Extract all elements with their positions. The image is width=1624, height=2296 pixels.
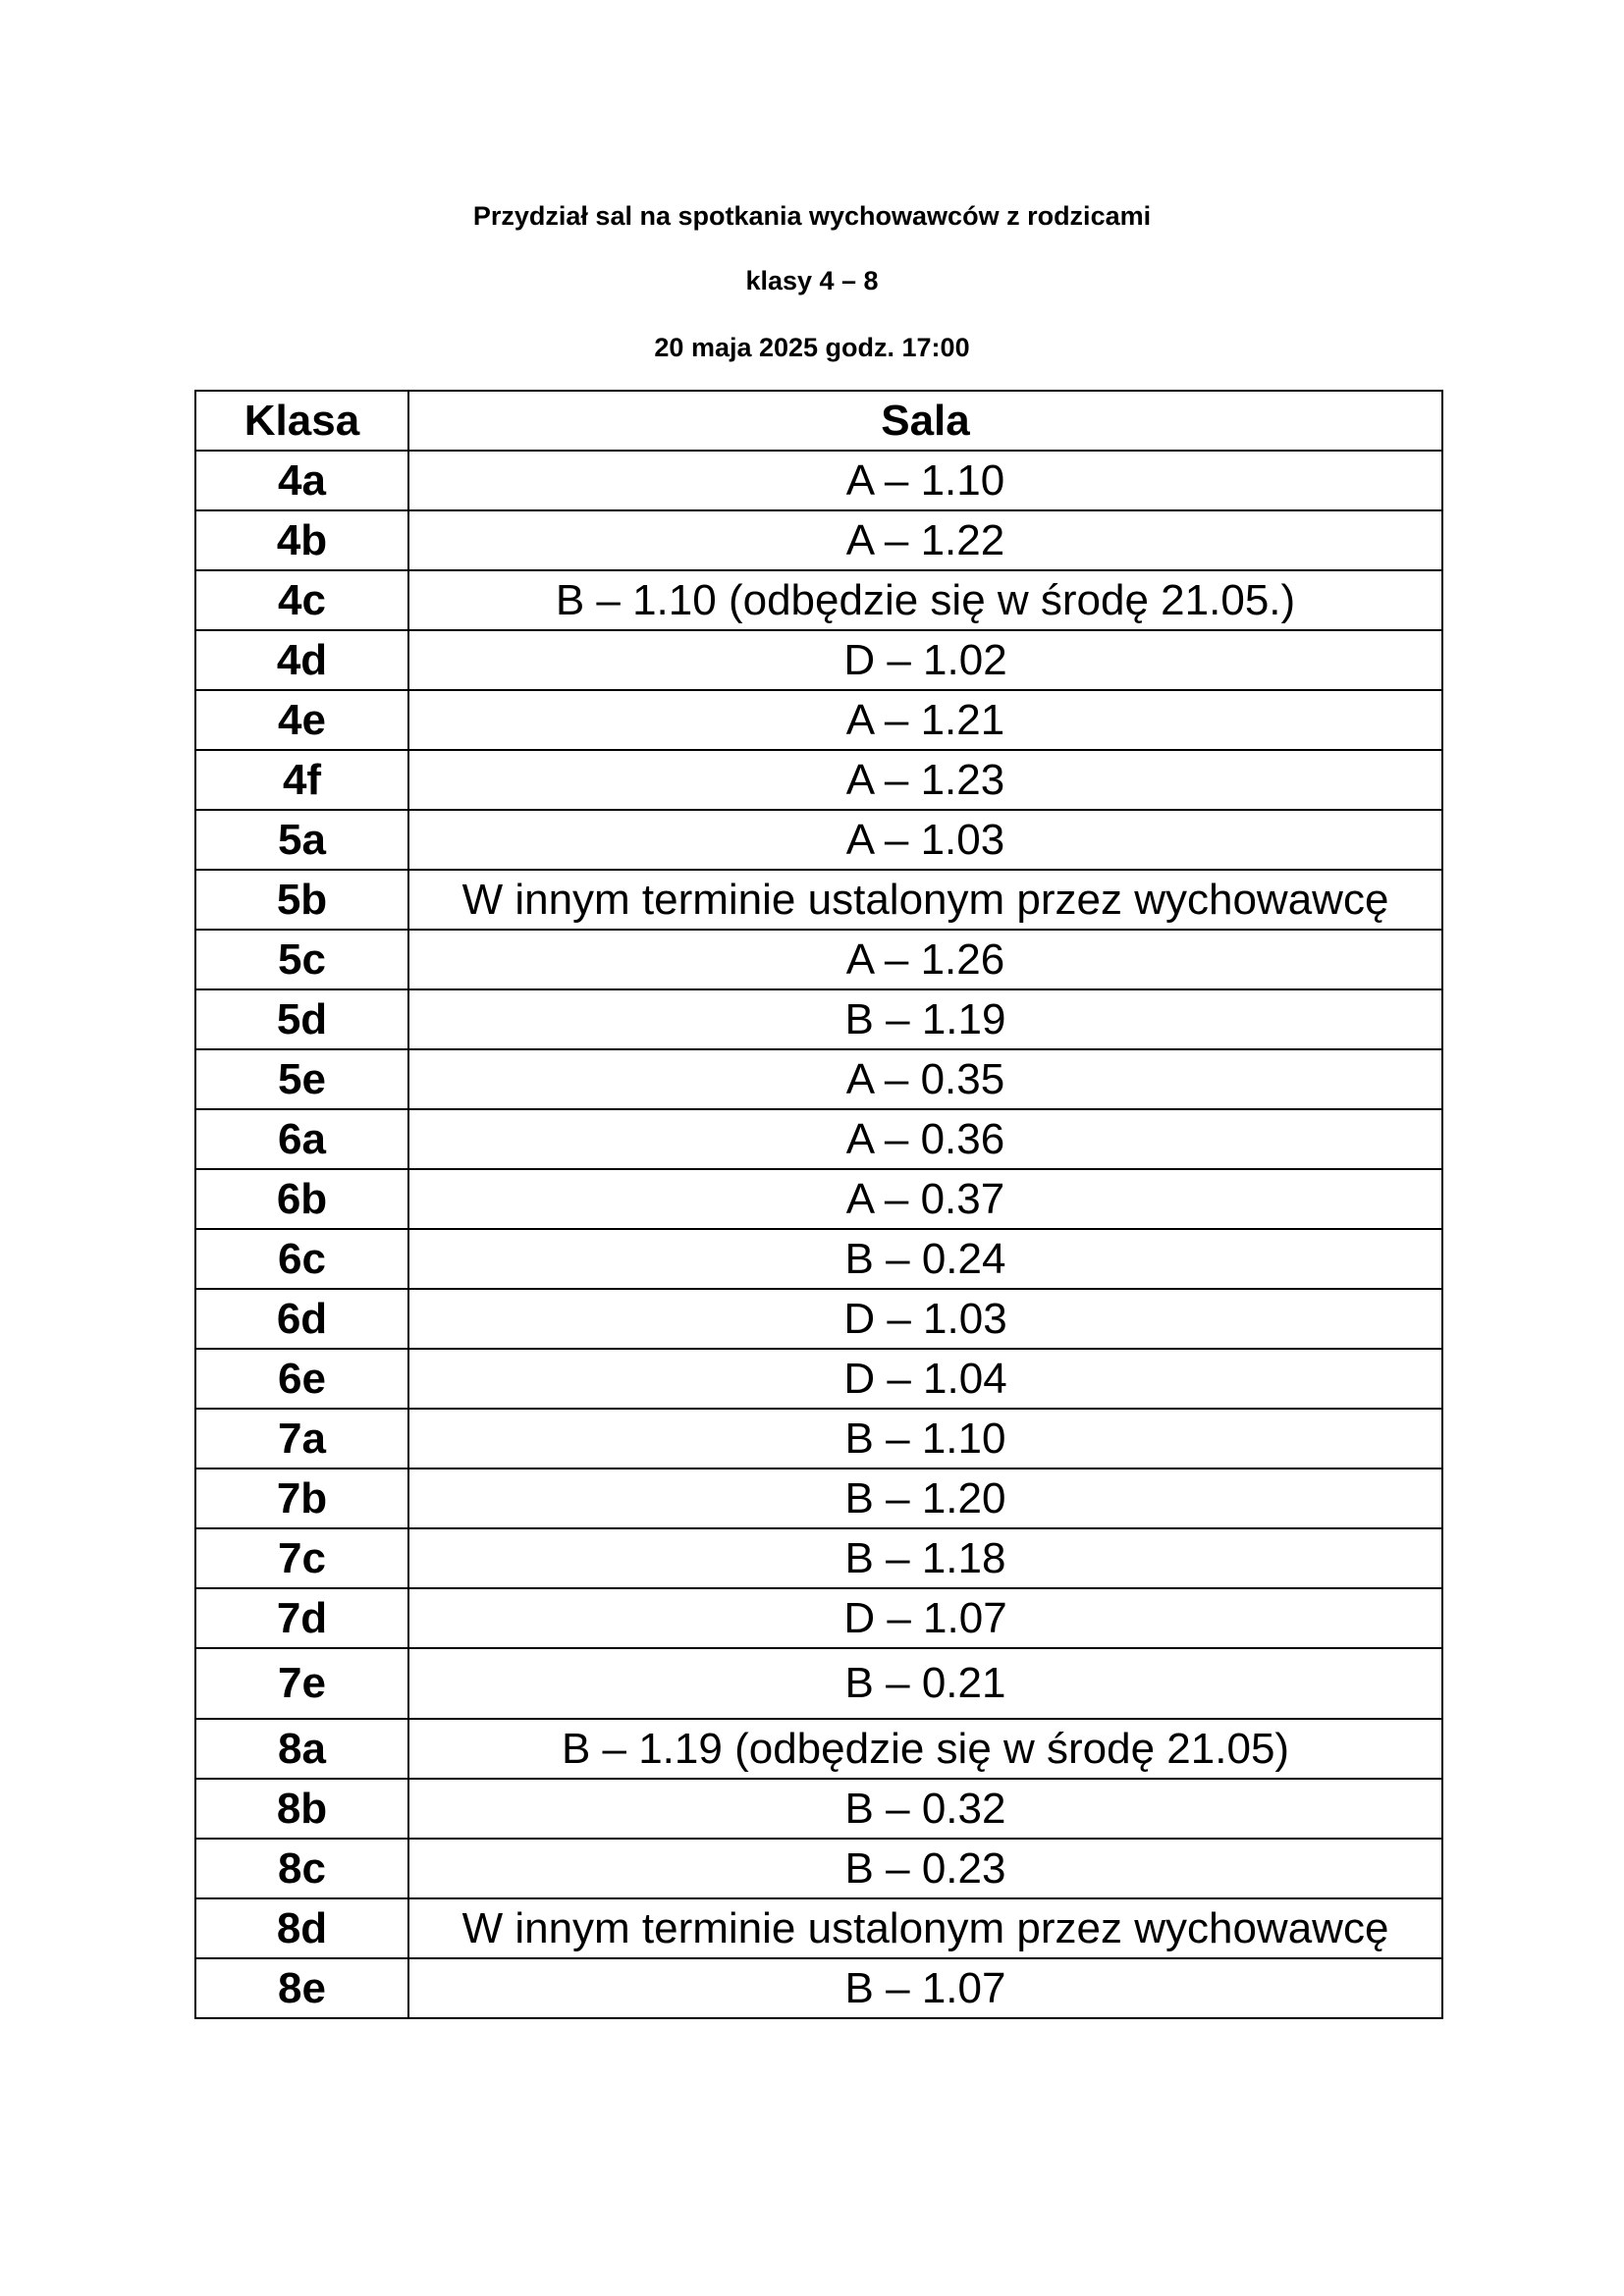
- room-cell: A – 0.36: [408, 1109, 1442, 1169]
- room-cell: B – 1.19 (odbędzie się w środę 21.05): [408, 1719, 1442, 1779]
- room-cell: W innym terminie ustalonym przez wychowawcę: [408, 1898, 1442, 1958]
- class-cell: 8a: [195, 1719, 408, 1779]
- table-row: [195, 1049, 1442, 1109]
- table-row: [195, 1289, 1442, 1349]
- meeting-date: 20 maja 2025 godz. 17:00: [654, 333, 970, 362]
- class-cell: 5d: [195, 989, 408, 1049]
- class-cell: 6d: [195, 1289, 408, 1349]
- room-cell: B – 0.32: [408, 1779, 1442, 1839]
- class-cell: 4c: [195, 570, 408, 630]
- table-row: [195, 1169, 1442, 1229]
- document-title: Przydział sal na spotkania wychowawców z rodzicami: [472, 201, 1152, 231]
- column-header-klasa: Klasa: [195, 391, 408, 451]
- room-cell: D – 1.03: [408, 1289, 1442, 1349]
- table-row: [195, 1779, 1442, 1839]
- class-cell: 6c: [195, 1229, 408, 1289]
- room-cell: A – 1.03: [408, 810, 1442, 870]
- room-cell: B – 1.19: [408, 989, 1442, 1049]
- room-cell: A – 1.23: [408, 750, 1442, 810]
- room-cell: A – 0.37: [408, 1169, 1442, 1229]
- class-cell: 8b: [195, 1779, 408, 1839]
- table-row: [195, 570, 1442, 630]
- room-cell: B – 1.18: [408, 1528, 1442, 1588]
- table-row: [195, 1468, 1442, 1528]
- table-row: [195, 690, 1442, 750]
- class-cell: 6a: [195, 1109, 408, 1169]
- table-row: [195, 1588, 1442, 1648]
- table-row: [195, 1898, 1442, 1958]
- class-cell: 7c: [195, 1528, 408, 1588]
- table-row: [195, 510, 1442, 570]
- table-row: [195, 1109, 1442, 1169]
- class-cell: 7d: [195, 1588, 408, 1648]
- room-cell: B – 0.21: [408, 1648, 1442, 1719]
- room-cell: D – 1.02: [408, 630, 1442, 690]
- table-row: [195, 870, 1442, 930]
- room-cell: A – 1.22: [408, 510, 1442, 570]
- room-cell: A – 1.10: [408, 451, 1442, 510]
- table-row: [195, 989, 1442, 1049]
- room-cell: D – 1.04: [408, 1349, 1442, 1409]
- room-cell: B – 1.07: [408, 1958, 1442, 2018]
- table-row: [195, 630, 1442, 690]
- room-cell: B – 0.24: [408, 1229, 1442, 1289]
- room-cell: B – 1.10 (odbędzie się w środę 21.05.): [408, 570, 1442, 630]
- table-row: [195, 1528, 1442, 1588]
- column-header-sala: Sala: [408, 391, 1442, 451]
- class-cell: 8e: [195, 1958, 408, 2018]
- class-cell: 4a: [195, 451, 408, 510]
- classes-range: klasy 4 – 8: [745, 266, 879, 295]
- table-row: [195, 451, 1442, 510]
- room-cell: A – 0.35: [408, 1049, 1442, 1109]
- table-header-row: [195, 391, 1442, 451]
- table-row: [195, 1229, 1442, 1289]
- class-cell: 4f: [195, 750, 408, 810]
- room-cell: B – 1.20: [408, 1468, 1442, 1528]
- table-row: [195, 1839, 1442, 1898]
- table-row: [195, 1958, 1442, 2018]
- class-cell: 8d: [195, 1898, 408, 1958]
- table-row: [195, 1409, 1442, 1468]
- class-cell: 7e: [195, 1648, 408, 1719]
- room-cell: A – 1.26: [408, 930, 1442, 989]
- room-cell: A – 1.21: [408, 690, 1442, 750]
- room-cell: B – 1.10: [408, 1409, 1442, 1468]
- table-row: [195, 1648, 1442, 1719]
- class-cell: 6b: [195, 1169, 408, 1229]
- class-cell: 4b: [195, 510, 408, 570]
- table-row: [195, 750, 1442, 810]
- table-row: [195, 930, 1442, 989]
- class-cell: 4e: [195, 690, 408, 750]
- table-row: [195, 810, 1442, 870]
- class-cell: 5a: [195, 810, 408, 870]
- class-cell: 4d: [195, 630, 408, 690]
- room-cell: W innym terminie ustalonym przez wychowawcę: [408, 870, 1442, 930]
- room-cell: D – 1.07: [408, 1588, 1442, 1648]
- class-cell: 5e: [195, 1049, 408, 1109]
- class-cell: 5c: [195, 930, 408, 989]
- room-assignment-table: [194, 390, 1443, 2019]
- class-cell: 6e: [195, 1349, 408, 1409]
- table-row: [195, 1719, 1442, 1779]
- class-cell: 5b: [195, 870, 408, 930]
- table-row: [195, 1349, 1442, 1409]
- room-cell: B – 0.23: [408, 1839, 1442, 1898]
- class-cell: 7b: [195, 1468, 408, 1528]
- class-cell: 8c: [195, 1839, 408, 1898]
- class-cell: 7a: [195, 1409, 408, 1468]
